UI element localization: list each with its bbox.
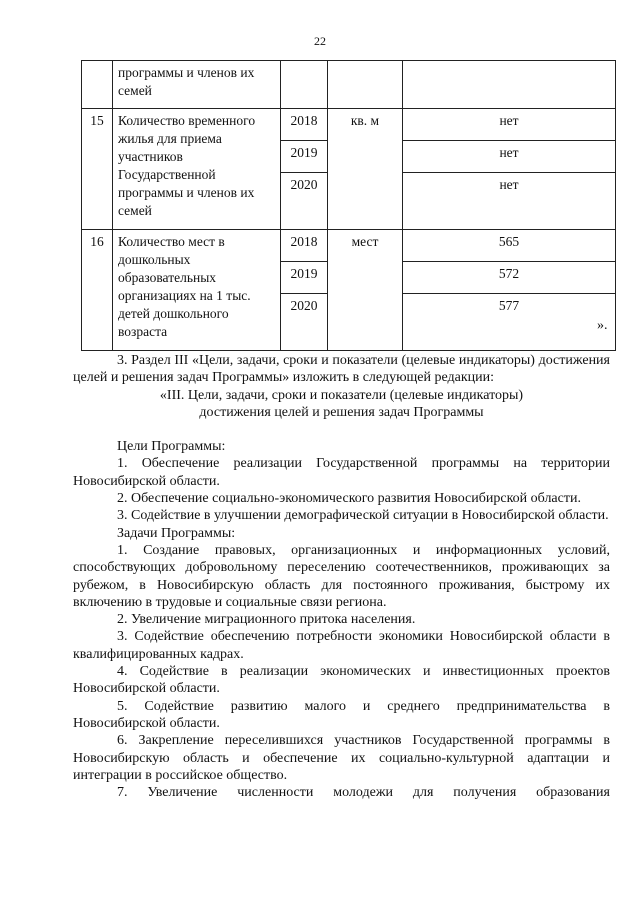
table-row-15 xyxy=(82,109,616,141)
cell-year: 2019 xyxy=(281,141,328,173)
task-item: 2. Увеличение миграционного притока населения. xyxy=(117,612,416,628)
task-item: 6. Закрепление переселившихся участников Государственной программы в Новосибирскую область и обеспечение их социально-культурной адаптации и интеграции в российское общество. xyxy=(73,733,610,783)
cell-value: 572 xyxy=(403,262,616,294)
table-row-continuation xyxy=(82,61,616,109)
closing-quote: ». xyxy=(597,318,608,333)
cell-unit xyxy=(328,61,403,109)
cell-year: 2018 xyxy=(281,109,328,141)
indicators-table xyxy=(81,60,616,351)
cell-year: 2019 xyxy=(281,262,328,294)
tasks-heading: Задачи Программы: xyxy=(117,525,236,541)
task-item: 7. Увеличение численности молодежи для получения образования xyxy=(117,785,610,801)
cell-unit: мест xyxy=(328,230,403,351)
goal-item: 1. Обеспечение реализации Государственной программы на территории Новосибирской области. xyxy=(73,456,610,489)
cell-unit: кв. м xyxy=(328,109,403,230)
task-item: 3. Содействие обеспечению потребности экономики Новосибирской области в квалифицированных кадрах. xyxy=(73,629,610,662)
cell-value: нет xyxy=(403,141,616,173)
task-item: 4. Содействие в реализации экономических и инвестиционных проектов Новосибирской области. xyxy=(73,664,610,697)
cell-year: 2018 xyxy=(281,230,328,262)
cell-value: 565 xyxy=(403,230,616,262)
cell-indicator-name: программы и членов их семей xyxy=(113,61,281,109)
cell-num xyxy=(82,61,113,109)
goal-item: 2. Обеспечение социально-экономического развития Новосибирской области. xyxy=(117,491,581,507)
cell-value: нет xyxy=(403,173,616,230)
goal-item: 3. Содействие в улучшении демографической ситуации в Новосибирской области. xyxy=(117,508,609,524)
task-item: 1. Создание правовых, организационных и информационных условий, способствующих добровольному переселению соотечественников, проживающих за рубежом, в Новосибирскую область для постоянного проживания, быстрому их включению в трудовые и социальные связи региона. xyxy=(73,542,610,610)
cell-value xyxy=(403,61,616,109)
amendment-paragraph: 3. Раздел III «Цели, задачи, сроки и показатели (целевые индикаторы) достижения целей и решения задач Программы» изложить в следующей редакции: xyxy=(73,353,610,386)
cell-value: нет xyxy=(403,109,616,141)
cell-indicator-name: Количество мест в дошкольных образовательных организациях на 1 тыс. детей дошкольного возраста xyxy=(113,230,281,351)
cell-indicator-name: Количество временного жилья для приема участников Государственной программы и членов их семей xyxy=(113,109,281,230)
section-heading-line-2: достижения целей и решения задач Программы xyxy=(199,404,484,420)
table-row-16 xyxy=(82,230,616,262)
cell-year: 2020 xyxy=(281,173,328,230)
cell-value: 577 xyxy=(403,294,616,351)
cell-year: 2020 xyxy=(281,294,328,351)
cell-num: 16 xyxy=(82,230,113,351)
goals-heading: Цели Программы: xyxy=(117,439,226,455)
document-body xyxy=(73,352,610,801)
cell-year xyxy=(281,61,328,109)
cell-num: 15 xyxy=(82,109,113,230)
section-heading-line-1: «III. Цели, задачи, сроки и показатели (целевые индикаторы) xyxy=(159,387,524,403)
page-number: 22 xyxy=(314,34,326,48)
task-item: 5. Содействие развитию малого и среднего предпринимательства в Новосибирской области. xyxy=(73,698,610,731)
